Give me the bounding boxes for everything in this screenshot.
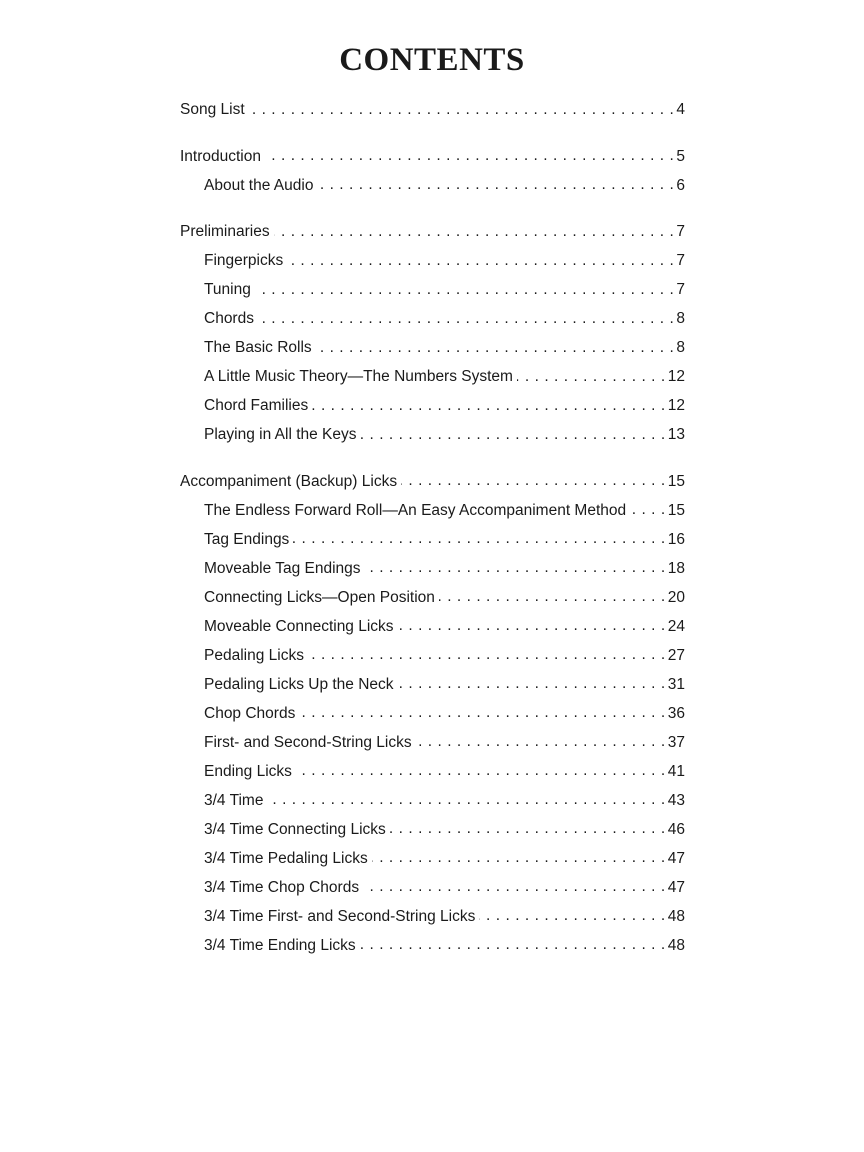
toc-subentry[interactable] bbox=[180, 902, 685, 931]
dot-leader bbox=[287, 246, 674, 275]
dot-leader bbox=[361, 420, 666, 449]
toc-page-number: 13 bbox=[667, 426, 685, 443]
toc-page-number: 43 bbox=[667, 791, 685, 809]
toc-page-number: 37 bbox=[667, 733, 685, 751]
toc-entry-label: Tag Endings bbox=[204, 530, 290, 548]
toc-page-number: 12 bbox=[667, 368, 685, 385]
toc-page-number: 5 bbox=[676, 147, 685, 165]
toc-subentry[interactable] bbox=[180, 612, 685, 641]
dot-leader bbox=[255, 275, 675, 304]
dot-leader bbox=[363, 872, 666, 901]
dot-leader bbox=[517, 362, 666, 391]
dot-leader bbox=[372, 843, 666, 872]
dot-leader bbox=[398, 611, 666, 640]
toc-subentry[interactable] bbox=[180, 844, 685, 873]
toc-entry[interactable] bbox=[180, 467, 685, 496]
toc-entry-label: Chords bbox=[204, 310, 254, 327]
toc-page-number: 41 bbox=[667, 762, 685, 780]
toc-subentry[interactable] bbox=[180, 304, 685, 333]
toc-entry-label: Chop Chords bbox=[204, 704, 296, 722]
toc-subentry[interactable] bbox=[180, 873, 685, 902]
toc-entry-label: Song List bbox=[180, 101, 245, 118]
toc-subentry[interactable] bbox=[180, 641, 685, 670]
toc-entry-label: Pedaling Licks Up the Neck bbox=[204, 675, 394, 693]
toc-entry-label: 3/4 Time First- and Second-String Licks bbox=[204, 907, 476, 925]
toc-entry-label: The Basic Rolls bbox=[204, 339, 312, 356]
dot-leader bbox=[479, 901, 665, 930]
toc-page-number: 6 bbox=[676, 176, 685, 194]
dot-leader bbox=[390, 814, 666, 843]
toc-entry-label: The Endless Forward Roll—An Easy Accompaniment Method bbox=[204, 501, 627, 519]
dot-leader bbox=[267, 785, 665, 814]
toc-entry-label: 3/4 Time Connecting Licks bbox=[204, 820, 386, 838]
toc-subentry[interactable] bbox=[180, 931, 685, 960]
toc-subentry[interactable] bbox=[180, 583, 685, 612]
toc-entry-label: 3/4 Time Pedaling Licks bbox=[204, 849, 368, 867]
toc-entry-label: Ending Licks bbox=[204, 762, 292, 780]
toc-subentry[interactable] bbox=[180, 728, 685, 757]
toc-entry-label: Introduction bbox=[180, 147, 261, 165]
toc-entry-label: Preliminaries bbox=[180, 223, 270, 240]
dot-leader bbox=[265, 141, 674, 170]
toc-entry-label: Moveable Connecting Licks bbox=[204, 617, 394, 635]
toc-subentry[interactable] bbox=[180, 670, 685, 699]
toc-page-number: 7 bbox=[676, 252, 685, 269]
toc-page-number: 31 bbox=[667, 675, 685, 693]
toc-section bbox=[180, 95, 685, 124]
dot-leader bbox=[296, 756, 666, 785]
toc-page-number: 15 bbox=[667, 472, 685, 490]
table-of-contents bbox=[180, 95, 685, 977]
dot-leader bbox=[299, 698, 665, 727]
toc-page-number: 8 bbox=[676, 339, 685, 356]
dot-leader bbox=[274, 217, 675, 246]
dot-leader bbox=[258, 304, 674, 333]
toc-subentry[interactable] bbox=[180, 786, 685, 815]
toc-subentry[interactable] bbox=[180, 525, 685, 554]
toc-page-number: 27 bbox=[667, 646, 685, 664]
dot-leader bbox=[630, 495, 666, 524]
dot-leader bbox=[401, 466, 666, 495]
toc-page-number: 47 bbox=[667, 878, 685, 896]
toc-entry-label: 3/4 Time bbox=[204, 791, 264, 809]
page-title: CONTENTS bbox=[339, 42, 525, 78]
dot-leader bbox=[416, 727, 666, 756]
toc-subentry[interactable] bbox=[180, 757, 685, 786]
toc-subentry[interactable] bbox=[180, 496, 685, 525]
toc-entry-label: 3/4 Time Chop Chords bbox=[204, 878, 360, 896]
toc-entry[interactable] bbox=[180, 142, 685, 171]
toc-page-number: 7 bbox=[676, 223, 685, 240]
toc-entry-label: Fingerpicks bbox=[204, 252, 284, 269]
dot-leader bbox=[365, 553, 666, 582]
toc-entry[interactable] bbox=[180, 217, 685, 246]
toc-page-number: 24 bbox=[667, 617, 685, 635]
toc-page-number: 20 bbox=[667, 588, 685, 606]
toc-page-number: 48 bbox=[667, 907, 685, 925]
dot-leader bbox=[312, 391, 666, 420]
toc-entry-label: First- and Second-String Licks bbox=[204, 733, 412, 751]
toc-page-number: 18 bbox=[667, 559, 685, 577]
toc-entry-label: 3/4 Time Ending Licks bbox=[204, 936, 356, 954]
dot-leader bbox=[360, 930, 666, 959]
toc-subentry[interactable] bbox=[180, 391, 685, 420]
dot-leader bbox=[249, 95, 675, 124]
toc-page-number: 7 bbox=[676, 281, 685, 298]
toc-page-number: 15 bbox=[667, 501, 685, 519]
dot-leader bbox=[439, 582, 666, 611]
toc-entry[interactable] bbox=[180, 95, 685, 124]
dot-leader bbox=[317, 170, 674, 199]
toc-entry-label: Chord Families bbox=[204, 397, 309, 414]
dot-leader bbox=[308, 640, 666, 669]
toc-entry-label: Moveable Tag Endings bbox=[204, 559, 361, 577]
toc-page-number: 4 bbox=[676, 101, 685, 118]
toc-subentry[interactable] bbox=[180, 246, 685, 275]
toc-subentry[interactable] bbox=[180, 333, 685, 362]
toc-page-number: 46 bbox=[667, 820, 685, 838]
toc-subentry[interactable] bbox=[180, 815, 685, 844]
toc-page-number: 8 bbox=[676, 310, 685, 327]
toc-page-number: 12 bbox=[667, 397, 685, 414]
toc-subentry[interactable] bbox=[180, 362, 685, 391]
toc-page-number: 47 bbox=[667, 849, 685, 867]
toc-section bbox=[180, 142, 685, 200]
toc-subentry[interactable] bbox=[180, 554, 685, 583]
toc-entry-label: Connecting Licks—Open Position bbox=[204, 588, 435, 606]
toc-entry-label: Tuning bbox=[204, 281, 251, 298]
toc-subentry[interactable] bbox=[180, 275, 685, 304]
toc-entry-label: Pedaling Licks bbox=[204, 646, 304, 664]
toc-subentry[interactable] bbox=[180, 420, 685, 449]
dot-leader bbox=[293, 524, 665, 553]
toc-subentry[interactable] bbox=[180, 699, 685, 728]
dot-leader bbox=[398, 669, 666, 698]
toc-page-number: 16 bbox=[667, 530, 685, 548]
toc-section bbox=[180, 217, 685, 449]
toc-section bbox=[180, 467, 685, 960]
toc-subentry[interactable] bbox=[180, 171, 685, 200]
toc-entry-label: About the Audio bbox=[204, 176, 314, 194]
toc-page-number: 48 bbox=[667, 936, 685, 954]
toc-entry-label: A Little Music Theory—The Numbers System bbox=[204, 368, 513, 385]
toc-page-number: 36 bbox=[667, 704, 685, 722]
toc-entry-label: Accompaniment (Backup) Licks bbox=[180, 472, 398, 490]
toc-entry-label: Playing in All the Keys bbox=[204, 426, 357, 443]
dot-leader bbox=[316, 333, 675, 362]
